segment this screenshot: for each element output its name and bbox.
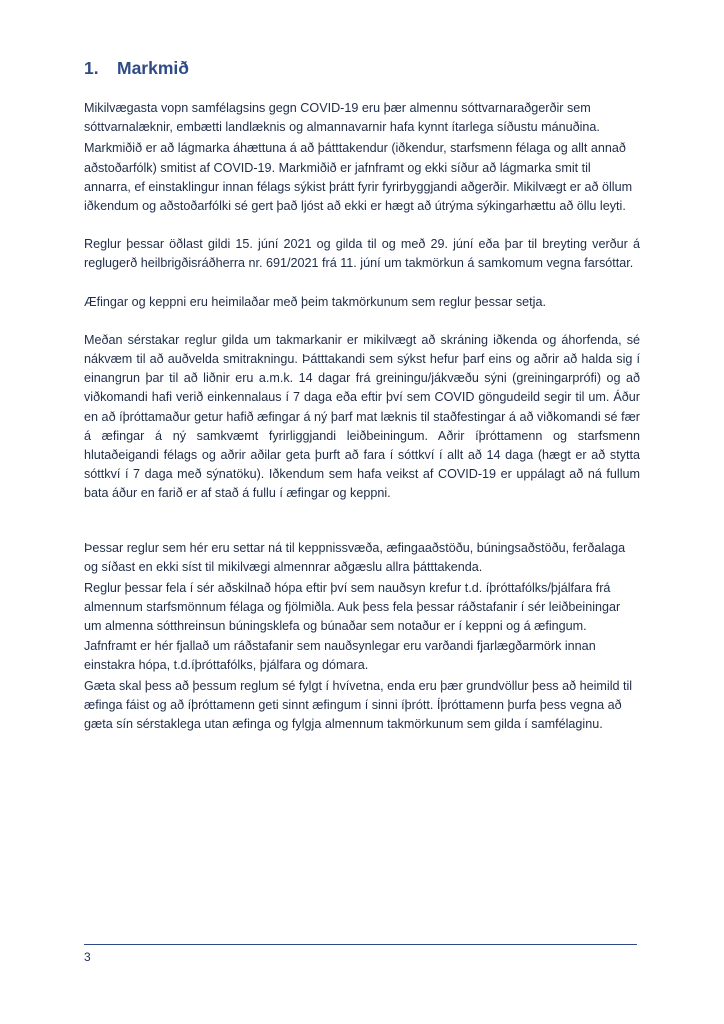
footer-divider <box>84 944 637 945</box>
paragraph-validity: Reglur þessar öðlast gildi 15. júní 2021 og gilda til og með 29. júní eða þar til breyting verður á reglugerð heilbrigðisráðherra nr. 691/2021 frá 11. júní um takmörkun á samkomum vegna farsóttar. <box>84 237 640 271</box>
section-number: 1. <box>84 58 99 78</box>
paragraph-goal: Markmiðið er að lágmarka áhættuna á að þátttakendur (iðkendur, starfsmenn félaga og allt annað aðstoðarfólk) smitist af COVID-19. Markmiðið er jafnframt og ekki síður að lágmarka smit til annarra, ef einstaklingur innan félags sýkist þrátt fyrir fyrirbyggjandi aðgerðir. Mikilvægt er að öllum iðkendum og aðstoðarfólki sé gert það ljóst að ekki er hægt að útrýma sýkingarhættu að öllu leyti. <box>84 141 633 214</box>
paragraph-compliance: Gæta skal þess að þessum reglum sé fylgt í hvívetna, enda eru þær grundvöllur þess að heimild til æfinga fáist og að íþróttamenn geti sinnt æfingum í sinni íþrótt. Íþróttamenn þurfa þess vegna að gæta sín sérstaklega utan æfinga og fylgja almennum takmörkunum sem gilda í samfélaginu. <box>84 679 633 732</box>
section-title: Markmið <box>117 58 189 78</box>
paragraph-separation: Reglur þessar fela í sér aðskilnað hópa eftir því sem nauðsyn krefur t.d. íþróttafólks/þjálfara frá almennum starfsmönnum félaga og fjölmiðla. Auk þess fela þessar ráðstafanir í sér leiðbeiningar um almenna sótthreinsun búningsklefa og búnaðar sem notaður er í keppni og á æfingum. Jafnframt er hér fjallað um ráðstafanir sem nauðsynlegar eru varðandi fjarlægðarmörk innan einstakra hópa, t.d.íþróttafólks, þjálfara og dómara. <box>84 581 621 672</box>
paragraph-scope: Þessar reglur sem hér eru settar ná til keppnissvæða, æfingaaðstöðu, búningsaðstöðu, ferðalaga og síðast en ekki síst til mikilvægi almennrar aðgæslu allra þátttakenda. <box>84 540 626 574</box>
paragraph-permitted: Æfingar og keppni eru heimilaðar með þeim takmörkunum sem reglur þessar setja. <box>84 294 546 309</box>
section-body <box>84 99 640 735</box>
section-heading <box>84 58 189 79</box>
paragraph-registration: Meðan sérstakar reglur gilda um takmarkanir er mikilvægt að skráning iðkenda og áhorfenda, sé nákvæm til að auðvelda smitrakningu. Þátttakandi sem sýkst hefur þarf eins og aðrir að halda sig í einangrun þar til að liðnir eru a.m.k. 14 dagar frá greiningu/jákvæðu sýni (greiningarprófi) og að viðkomandi hafi verið einkennalaus í 7 daga eða eftir því sem COVID göngudeild segir til um. Áður en að íþróttamaður getur hafið æfingar á ný þarf mat læknis til staðfestingar á að viðkomandi sé fær á æfingar á ný samkvæmt fyrirliggjandi leiðbeiningum. Aðrir íþróttamenn og starfsmenn hlutaðeigandi félags og aðrir aðilar geta þurft að fara í sóttkví í allt að 14 daga (hægt er að stytta sóttkví í 7 daga með sýnatöku). Iðkendum sem hafa veikst af COVID-19 er uppálagt að ná fullum bata áður en farið er af stað á fullu í æfingar og keppni. <box>84 332 640 501</box>
page-number: 3 <box>84 950 91 964</box>
paragraph-intro: Mikilvægasta vopn samfélagsins gegn COVID-19 eru þær almennu sóttvarnaraðgerðir sem sóttvarnalæknir, embætti landlæknis og almannavarnir hafa kynnt ítarlega síðustu mánuðina. <box>84 101 600 135</box>
